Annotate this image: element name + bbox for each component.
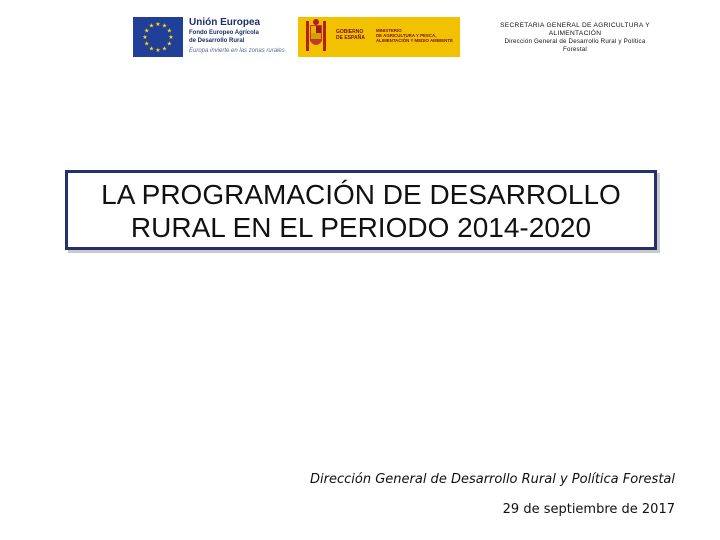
- slide-title-line2: RURAL EN EL PERIODO 2014-2020: [130, 212, 592, 243]
- slide-title-line1: LA PROGRAMACIÓN DE DESARROLLO: [101, 179, 621, 210]
- slide-title: [68, 178, 654, 244]
- eu-logo-title: Unión Europea: [189, 17, 261, 28]
- eu-star-icon: ★: [148, 23, 155, 30]
- organization-header: [490, 22, 660, 54]
- eu-logo-line2: de Desarrollo Rural: [189, 38, 245, 44]
- eu-star-icon: ★: [166, 41, 172, 48]
- presentation-date: 29 de septiembre de 2017: [502, 502, 675, 517]
- eu-star-icon: ★: [168, 35, 174, 41]
- eu-star-icon: ★: [142, 35, 148, 41]
- gov-logo-left-text: GOBIERNO DE ESPAÑA: [336, 29, 365, 41]
- org-line2: ALIMENTACIÓN: [548, 30, 602, 37]
- eu-star-icon: ★: [144, 28, 150, 35]
- org-line1: SECRETARIA GENERAL DE AGRICULTURA Y: [500, 22, 650, 29]
- directorate-name: Dirección General de Desarrollo Rural y Política Forestal: [310, 472, 675, 487]
- eu-flag-icon: [133, 17, 183, 57]
- eu-star-icon: ★: [144, 41, 150, 48]
- eu-star-icon: ★: [161, 46, 168, 53]
- org-line4: Forestal: [563, 46, 587, 53]
- eu-logo-motto: Europa invierte en las zonas rurales: [189, 48, 285, 54]
- eu-feader-logo: [133, 17, 285, 57]
- eu-star-icon: ★: [148, 46, 155, 53]
- gov-logo-right-text: MINISTERIO DE AGRICULTURA Y PESCA, ALIMENTACIÓN Y MEDIO AMBIENTE: [376, 28, 453, 44]
- org-line3: Dirección General de Desarrollo Rural y Política: [504, 38, 646, 45]
- eu-star-icon: ★: [166, 28, 172, 35]
- title-box: [65, 170, 657, 250]
- eu-star-icon: ★: [155, 22, 161, 28]
- eu-star-icon: ★: [155, 48, 161, 54]
- eu-star-icon: ★: [161, 23, 168, 30]
- coat-of-arms-icon: [298, 17, 338, 57]
- eu-logo-line1: Fondo Europeo Agrícola: [189, 30, 259, 36]
- eu-logo-text: [189, 17, 285, 56]
- spain-government-logo: [298, 17, 460, 57]
